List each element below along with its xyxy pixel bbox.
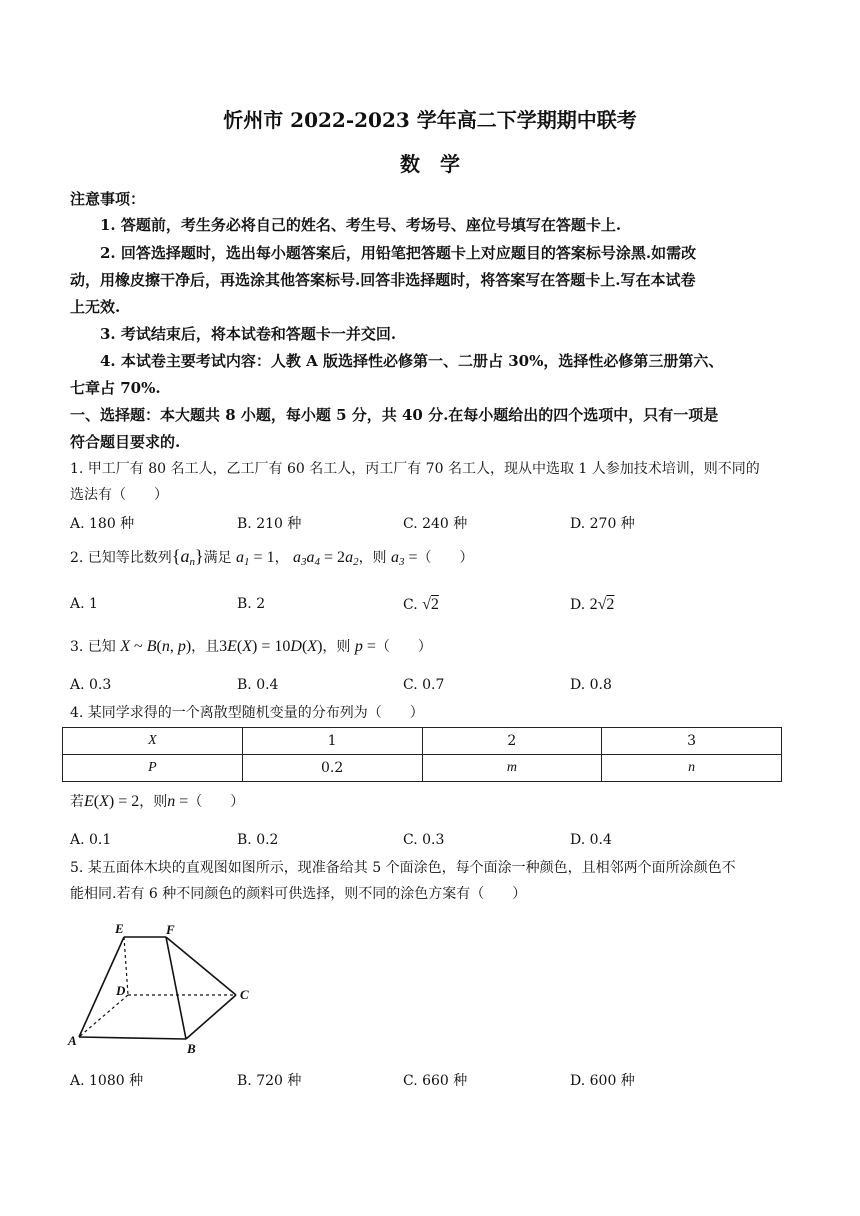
q4-condition: 若E(X) = 2，则n =（ ） bbox=[70, 793, 245, 810]
table-row bbox=[63, 755, 782, 782]
q4-option-b: B. 0.2 bbox=[237, 832, 279, 848]
q1-option-c: C. 240 种 bbox=[403, 516, 468, 532]
notice-item-2-line-2: 动，用橡皮擦干净后，再选涂其他答案标号.回答非选择题时，将答案写在答题卡上.写在本试卷 bbox=[70, 271, 696, 289]
table-cell: P bbox=[63, 755, 243, 782]
q2-stem: 2. 已知等比数列$\{a_n\}$满足 $a_1 = 1$， $a_3a_4 = 2a_2$，则 $a_3$ =（ ） bbox=[70, 546, 474, 568]
label-a: A bbox=[68, 1033, 77, 1048]
label-c: C bbox=[240, 987, 249, 1002]
q3-option-b: B. 0.4 bbox=[237, 677, 279, 693]
q4-expectation: E(X) = 2 bbox=[84, 793, 140, 810]
table-cell: 3 bbox=[602, 728, 782, 755]
label-f: F bbox=[166, 922, 175, 937]
notice-item-2-line-1: 2. 回答选择题时，选出每小题答案后，用铅笔把答题卡上对应题目的答案标号涂黑.如需改 bbox=[100, 244, 697, 262]
section-1-heading-line-1: 一、选择题：本大题共 8 小题，每小题 5 分，共 40 分.在每小题给出的四个选项中，只有一项是 bbox=[70, 406, 719, 424]
q3-condition: 3E(X) = 10D(X) bbox=[219, 638, 323, 655]
notice-item-3: 3. 考试结束后，将本试卷和答题卡一并交回. bbox=[100, 325, 397, 343]
table-cell: 1 bbox=[242, 728, 422, 755]
table-cell: 0.2 bbox=[242, 755, 422, 782]
q5-stem-line-2: 能相同.若有 6 种不同颜色的颜料可供选择，则不同的涂色方案有（ ） bbox=[70, 886, 527, 902]
q4-distribution-table bbox=[62, 727, 782, 782]
notice-item-1: 1. 答题前，考生务必将自己的姓名、考生号、考场号、座位号填写在答题卡上. bbox=[100, 216, 622, 234]
q2-condition-2: $a_3a_4 = 2a_2$ bbox=[293, 549, 359, 568]
edge-fb bbox=[166, 937, 186, 1039]
table-cell: X bbox=[63, 728, 243, 755]
q2-target: $a_3$ = bbox=[391, 549, 418, 568]
q2-option-d-2sqrt2: 2√2 bbox=[589, 596, 615, 613]
q5-option-d: D. 600 种 bbox=[570, 1073, 635, 1089]
table-cell: m bbox=[422, 755, 602, 782]
exam-title: 忻州市 2022-2023 学年高二下学期期中联考 bbox=[223, 108, 637, 132]
q5-option-a: A. 1080 种 bbox=[70, 1073, 144, 1089]
label-b: B bbox=[187, 1041, 196, 1056]
q2-option-c-sqrt2: √2 bbox=[422, 596, 439, 613]
edge-da-hidden bbox=[79, 995, 128, 1037]
q2-option-d: D. 2√2 bbox=[570, 596, 615, 613]
notice-item-4-line-1: 4. 本试卷主要考试内容：人教 A 版选择性必修第一、二册占 30%，选择性必修第三册第六、 bbox=[100, 352, 724, 370]
label-e: E bbox=[115, 921, 124, 936]
notice-item-4-line-2: 七章占 70%. bbox=[70, 379, 161, 397]
q4-target: n = bbox=[167, 793, 189, 810]
q3-stem: 3. 已知 X ~ B(n, p)，且3E(X) = 10D(X)，则 p =（ ） bbox=[70, 638, 432, 655]
label-d: D bbox=[116, 983, 126, 998]
q2-option-a: A. 1 bbox=[70, 596, 98, 612]
table-cell: n bbox=[602, 755, 782, 782]
subject-title: 数学 bbox=[400, 152, 480, 176]
q1-stem-line-2: 选法有（ ） bbox=[70, 487, 168, 503]
q2-option-b: B. 2 bbox=[237, 596, 266, 612]
q1-option-a: A. 180 种 bbox=[70, 516, 135, 532]
q3-target: p = bbox=[354, 638, 376, 655]
q5-option-c: C. 660 种 bbox=[403, 1073, 468, 1089]
notice-heading: 注意事项： bbox=[70, 190, 146, 208]
q5-pentahedron-figure bbox=[64, 915, 264, 1060]
q3-option-c: C. 0.7 bbox=[403, 677, 445, 693]
q1-option-b: B. 210 种 bbox=[237, 516, 302, 532]
q1-stem-line-1: 1. 甲工厂有 80 名工人，乙工厂有 60 名工人，丙工厂有 70 名工人，现从中选取 1 人参加技术培训，则不同的 bbox=[70, 461, 760, 477]
q5-stem-line-1: 5. 某五面体木块的直观图如图所示，现准备给其 5 个面涂色，每个面涂一种颜色，且相邻两个面所涂颜色不 bbox=[70, 860, 736, 876]
q4-option-c: C. 0.3 bbox=[403, 832, 445, 848]
notice-item-2-line-3: 上无效. bbox=[70, 298, 121, 316]
q4-option-a: A. 0.1 bbox=[70, 832, 112, 848]
q1-option-d: D. 270 种 bbox=[570, 516, 635, 532]
q2-condition-1: $a_1 = 1$ bbox=[236, 549, 275, 568]
table-row bbox=[63, 728, 782, 755]
q2-sequence-symbol: $\{a_n\}$ bbox=[171, 546, 204, 568]
edge-fc bbox=[166, 937, 236, 995]
edge-bc bbox=[186, 995, 236, 1039]
section-1-heading-line-2: 符合题目要求的. bbox=[70, 433, 181, 451]
q4-option-d: D. 0.4 bbox=[570, 832, 612, 848]
edge-ab bbox=[79, 1037, 186, 1039]
q4-stem: 4. 某同学求得的一个离散型随机变量的分布列为（ ） bbox=[70, 705, 424, 721]
q2-option-c: C. √2 bbox=[403, 596, 439, 613]
q3-option-a: A. 0.3 bbox=[70, 677, 112, 693]
table-cell: 2 bbox=[422, 728, 602, 755]
q3-option-d: D. 0.8 bbox=[570, 677, 612, 693]
q5-option-b: B. 720 种 bbox=[237, 1073, 302, 1089]
q3-distribution: X ~ B(n, p) bbox=[120, 638, 192, 655]
